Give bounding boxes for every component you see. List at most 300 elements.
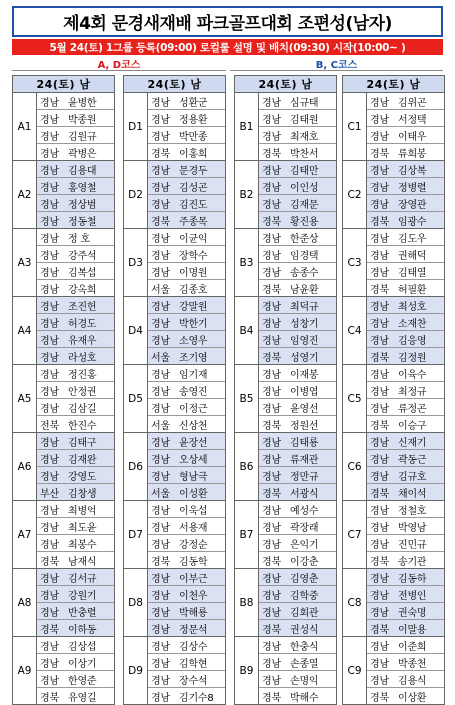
player-name: 정용환 — [179, 114, 208, 126]
player-region: 경북 — [262, 556, 281, 568]
player-name: 정만규 — [290, 471, 319, 483]
player-name: 정진홍 — [68, 369, 97, 381]
player-name: 박찬서 — [290, 148, 319, 160]
column-header: 24(토) 남 — [342, 75, 445, 93]
player-region: 경남 — [40, 165, 59, 177]
player-entry — [367, 467, 444, 484]
player-region: 경북 — [151, 556, 170, 568]
player-entry — [367, 552, 444, 568]
player-name: 정 호 — [68, 233, 90, 245]
player-entry — [259, 586, 336, 603]
group-row — [12, 365, 115, 433]
player-entry — [259, 263, 336, 280]
player-name: 남윤환 — [290, 284, 319, 296]
player-region: 경남 — [262, 607, 281, 619]
group-code: C8 — [343, 569, 367, 636]
group-row — [12, 501, 115, 569]
player-region: 경남 — [40, 403, 59, 415]
player-name: 강말원 — [179, 301, 208, 313]
player-name: 신재기 — [398, 437, 427, 449]
player-region: 경남 — [370, 573, 389, 585]
player-entry — [148, 688, 225, 704]
player-region: 경남 — [40, 437, 59, 449]
player-region: 경남 — [151, 301, 170, 313]
player-entry — [148, 518, 225, 535]
player-entry — [367, 654, 444, 671]
player-entry — [367, 161, 444, 178]
player-region: 경남 — [262, 97, 281, 109]
player-name: 김응영 — [398, 335, 427, 347]
player-region: 경남 — [370, 607, 389, 619]
player-name: 강주석 — [68, 250, 97, 262]
player-region: 경남 — [262, 505, 281, 517]
player-entry — [148, 637, 225, 654]
group-row — [123, 93, 226, 161]
player-name: 라성호 — [68, 352, 97, 364]
player-name: 이상환 — [398, 692, 427, 704]
player-name: 서정택 — [398, 114, 427, 126]
group-code: C7 — [343, 501, 367, 568]
player-region: 경남 — [151, 539, 170, 551]
player-name: 강정순 — [179, 539, 208, 551]
player-entry — [37, 501, 114, 518]
player-name: 송기관 — [398, 556, 427, 568]
player-region: 경남 — [40, 148, 59, 160]
player-name: 서광식 — [290, 488, 319, 500]
player-region: 경남 — [151, 267, 170, 279]
player-entry — [259, 382, 336, 399]
group-row — [234, 365, 337, 433]
player-entry — [37, 637, 114, 654]
player-entry — [367, 586, 444, 603]
player-region: 경남 — [262, 522, 281, 534]
player-entry — [367, 399, 444, 416]
player-region: 경남 — [40, 199, 59, 211]
group-row — [234, 161, 337, 229]
player-entry — [37, 212, 114, 228]
player-name: 김태구 — [68, 437, 97, 449]
group-code: D3 — [124, 229, 148, 296]
group-column — [234, 75, 337, 705]
player-name: 김태열 — [398, 267, 427, 279]
player-entry — [37, 246, 114, 263]
player-entry — [259, 671, 336, 688]
player-name: 김학중 — [290, 590, 319, 602]
player-name: 신상천 — [179, 420, 208, 432]
player-name: 윤영선 — [290, 403, 319, 415]
player-entry — [367, 348, 444, 364]
player-region: 경남 — [370, 403, 389, 415]
player-region: 경남 — [262, 199, 281, 211]
player-region: 경북 — [262, 148, 281, 160]
player-entry — [259, 280, 336, 296]
player-entry — [148, 314, 225, 331]
player-entry — [37, 331, 114, 348]
player-entry — [37, 314, 114, 331]
player-name: 이재봉 — [290, 369, 319, 381]
player-name: 김상섭 — [68, 641, 97, 653]
group-row — [234, 569, 337, 637]
group-row — [123, 297, 226, 365]
player-region: 경남 — [151, 437, 170, 449]
player-name: 곽동근 — [398, 454, 427, 466]
player-entry — [37, 433, 114, 450]
course-label-ad: A, D코스 — [12, 57, 226, 71]
player-entry — [148, 93, 225, 110]
player-name: 김태원 — [290, 114, 319, 126]
player-entry — [148, 229, 225, 246]
player-entry — [367, 484, 444, 500]
player-entry — [367, 331, 444, 348]
player-entry — [37, 569, 114, 586]
player-region: 서울 — [151, 420, 170, 432]
group-code: C2 — [343, 161, 367, 228]
player-region: 경남 — [151, 182, 170, 194]
player-entry — [148, 297, 225, 314]
player-name: 이승구 — [398, 420, 427, 432]
player-entry — [37, 297, 114, 314]
player-name: 문경두 — [179, 165, 208, 177]
player-region: 경북 — [370, 216, 389, 228]
player-entry — [367, 297, 444, 314]
player-name: 김정원 — [398, 352, 427, 364]
group-row — [342, 161, 445, 229]
player-region: 경남 — [40, 522, 59, 534]
player-list — [148, 637, 225, 704]
player-name: 이육수 — [398, 369, 427, 381]
player-region: 경남 — [40, 114, 59, 126]
player-region: 경북 — [262, 284, 281, 296]
player-entry — [37, 535, 114, 552]
player-name: 정동철 — [68, 216, 97, 228]
player-name: 조진헌 — [68, 301, 97, 313]
group-row — [12, 297, 115, 365]
player-region: 경남 — [370, 437, 389, 449]
group-code: B7 — [235, 501, 259, 568]
player-entry — [259, 518, 336, 535]
player-entry — [259, 246, 336, 263]
player-entry — [367, 110, 444, 127]
player-list — [367, 229, 444, 296]
player-entry — [37, 467, 114, 484]
player-name: 김태만 — [290, 165, 319, 177]
player-entry — [367, 314, 444, 331]
player-region: 경남 — [370, 250, 389, 262]
player-region: 경남 — [40, 658, 59, 670]
player-name: 김태룡 — [290, 437, 319, 449]
player-region: 경남 — [262, 454, 281, 466]
player-name: 이성환 — [179, 488, 208, 500]
player-list — [148, 229, 225, 296]
player-entry — [259, 433, 336, 450]
player-region: 경남 — [151, 675, 170, 687]
player-region: 경북 — [262, 624, 281, 636]
player-name: 최성호 — [398, 301, 427, 313]
group-code: B4 — [235, 297, 259, 364]
player-name: 최병억 — [68, 505, 97, 517]
group-row — [123, 501, 226, 569]
player-region: 경남 — [370, 539, 389, 551]
player-name: 임기재 — [179, 369, 208, 381]
player-list — [259, 569, 336, 636]
player-entry — [37, 399, 114, 416]
player-entry — [367, 688, 444, 704]
player-name: 이천우 — [179, 590, 208, 602]
player-list — [367, 433, 444, 500]
player-region: 경북 — [40, 556, 59, 568]
group-column — [342, 75, 445, 705]
player-region: 경남 — [262, 386, 281, 398]
group-row — [123, 433, 226, 501]
player-entry — [367, 195, 444, 212]
player-entry — [259, 297, 336, 314]
group-code: A3 — [13, 229, 37, 296]
player-region: 경남 — [370, 301, 389, 313]
player-name: 김복섭 — [68, 267, 97, 279]
player-name: 김종호 — [179, 284, 208, 296]
player-entry — [148, 382, 225, 399]
player-name: 한충식 — [290, 641, 319, 653]
player-name: 임경택 — [290, 250, 319, 262]
player-name: 강옥희 — [68, 284, 97, 296]
player-entry — [148, 399, 225, 416]
player-region: 경남 — [370, 369, 389, 381]
player-entry — [148, 569, 225, 586]
player-region: 경남 — [370, 199, 389, 211]
player-region: 경북 — [370, 148, 389, 160]
player-name: 임영진 — [290, 335, 319, 347]
player-region: 경남 — [262, 437, 281, 449]
player-entry — [148, 535, 225, 552]
player-name: 성영기 — [290, 352, 319, 364]
player-entry — [37, 416, 114, 432]
player-name: 권숙명 — [398, 607, 427, 619]
player-region: 경남 — [370, 182, 389, 194]
player-region: 경북 — [40, 692, 59, 704]
player-region: 경남 — [262, 641, 281, 653]
group-row — [12, 161, 115, 229]
player-region: 경남 — [151, 624, 170, 636]
player-list — [37, 365, 114, 432]
player-region: 경남 — [370, 335, 389, 347]
player-region: 경남 — [151, 403, 170, 415]
player-entry — [259, 569, 336, 586]
player-name: 김상수 — [179, 641, 208, 653]
player-entry — [37, 280, 114, 296]
player-list — [37, 637, 114, 704]
player-name: 김위곤 — [398, 97, 427, 109]
player-entry — [259, 688, 336, 704]
player-region: 경북 — [370, 352, 389, 364]
player-list — [37, 229, 114, 296]
player-name: 소영우 — [179, 335, 208, 347]
player-region: 경북 — [262, 488, 281, 500]
player-region: 경남 — [151, 454, 170, 466]
player-region: 서울 — [151, 488, 170, 500]
group-code: D2 — [124, 161, 148, 228]
player-region: 경남 — [370, 641, 389, 653]
group-row — [342, 569, 445, 637]
player-region: 경남 — [151, 250, 170, 262]
player-region: 경남 — [40, 301, 59, 313]
player-entry — [148, 144, 225, 160]
player-entry — [148, 161, 225, 178]
player-region: 경남 — [151, 658, 170, 670]
player-entry — [148, 212, 225, 228]
player-region: 경북 — [370, 624, 389, 636]
player-region: 경남 — [40, 675, 59, 687]
player-entry — [148, 178, 225, 195]
player-name: 정문석 — [179, 624, 208, 636]
player-name: 장영관 — [398, 199, 427, 211]
player-region: 경남 — [262, 233, 281, 245]
player-name: 박만종 — [179, 131, 208, 143]
player-entry — [37, 654, 114, 671]
player-list — [367, 161, 444, 228]
player-entry — [367, 671, 444, 688]
player-region: 경남 — [151, 199, 170, 211]
player-entry — [148, 450, 225, 467]
player-entry — [259, 110, 336, 127]
player-entry — [148, 246, 225, 263]
player-entry — [259, 654, 336, 671]
player-name: 이상기 — [68, 658, 97, 670]
player-region: 경남 — [262, 267, 281, 279]
player-name: 김영춘 — [290, 573, 319, 585]
player-region: 경남 — [40, 641, 59, 653]
group-row — [234, 637, 337, 705]
player-region: 경남 — [370, 318, 389, 330]
player-region: 경남 — [40, 216, 59, 228]
player-name: 홍영철 — [68, 182, 97, 194]
player-region: 경북 — [370, 556, 389, 568]
group-row — [342, 365, 445, 433]
player-region: 경남 — [151, 471, 170, 483]
player-list — [148, 569, 225, 636]
player-name: 권해덕 — [398, 250, 427, 262]
player-entry — [148, 127, 225, 144]
player-name: 손종열 — [290, 658, 319, 670]
player-entry — [367, 603, 444, 620]
group-code: D5 — [124, 365, 148, 432]
player-entry — [37, 110, 114, 127]
player-entry — [367, 620, 444, 636]
player-region: 경북 — [262, 352, 281, 364]
player-region: 경북 — [40, 624, 59, 636]
player-name: 김규호 — [398, 471, 427, 483]
player-name: 이명원 — [179, 267, 208, 279]
player-entry — [259, 331, 336, 348]
player-name: 허경도 — [68, 318, 97, 330]
group-row — [342, 501, 445, 569]
player-entry — [367, 212, 444, 228]
player-region: 경남 — [262, 369, 281, 381]
player-list — [148, 365, 225, 432]
player-entry — [367, 416, 444, 432]
group-code: D9 — [124, 637, 148, 704]
group-code: B2 — [235, 161, 259, 228]
player-region: 경남 — [370, 267, 389, 279]
player-entry — [367, 637, 444, 654]
player-name: 성환군 — [179, 97, 208, 109]
player-region: 경남 — [40, 590, 59, 602]
player-region: 경남 — [370, 454, 389, 466]
player-region: 경남 — [370, 675, 389, 687]
player-region: 경북 — [262, 216, 281, 228]
player-region: 경북 — [151, 216, 170, 228]
player-list — [367, 297, 444, 364]
player-entry — [148, 195, 225, 212]
player-list — [259, 501, 336, 568]
player-name: 정상범 — [68, 199, 97, 211]
group-code: B9 — [235, 637, 259, 704]
group-row — [123, 365, 226, 433]
player-name: 송종수 — [290, 267, 319, 279]
player-name: 장학수 — [179, 250, 208, 262]
group-row — [234, 501, 337, 569]
group-row — [123, 229, 226, 297]
player-name: 서용재 — [179, 522, 208, 534]
player-name: 권성식 — [290, 624, 319, 636]
player-name: 유재우 — [68, 335, 97, 347]
group-code: A1 — [13, 93, 37, 160]
player-entry — [259, 144, 336, 160]
player-region: 경남 — [151, 165, 170, 177]
player-region: 경남 — [40, 267, 59, 279]
player-name: 황진용 — [290, 216, 319, 228]
player-name: 김창생 — [68, 488, 97, 500]
player-name: 류희봉 — [398, 148, 427, 160]
player-region: 경남 — [370, 114, 389, 126]
player-name: 김성곤 — [179, 182, 208, 194]
player-name: 김동하 — [398, 573, 427, 585]
column-header: 24(토) 남 — [123, 75, 226, 93]
player-name: 이강춘 — [290, 556, 319, 568]
player-name: 이하동 — [68, 624, 97, 636]
player-entry — [37, 518, 114, 535]
player-region: 경남 — [40, 318, 59, 330]
player-entry — [37, 178, 114, 195]
player-region: 경남 — [262, 318, 281, 330]
player-name: 형남극 — [179, 471, 208, 483]
player-entry — [37, 484, 114, 500]
player-region: 경남 — [40, 131, 59, 143]
player-entry — [259, 127, 336, 144]
group-code: B3 — [235, 229, 259, 296]
group-code: A8 — [13, 569, 37, 636]
player-region: 경남 — [151, 607, 170, 619]
group-code: B1 — [235, 93, 259, 160]
player-region: 경남 — [151, 131, 170, 143]
player-entry — [367, 365, 444, 382]
player-name: 한준상 — [290, 233, 319, 245]
group-column — [123, 75, 226, 705]
group-code: B6 — [235, 433, 259, 500]
player-entry — [259, 467, 336, 484]
player-name: 은익기 — [290, 539, 319, 551]
player-entry — [259, 93, 336, 110]
player-name: 성창기 — [290, 318, 319, 330]
player-name: 최정규 — [398, 386, 427, 398]
player-region: 경남 — [370, 522, 389, 534]
player-region: 경남 — [262, 301, 281, 313]
player-name: 허필환 — [398, 284, 427, 296]
player-region: 경남 — [262, 165, 281, 177]
player-list — [367, 501, 444, 568]
player-name: 전병인 — [398, 590, 427, 602]
player-name: 김상복 — [398, 165, 427, 177]
player-region: 경남 — [262, 573, 281, 585]
